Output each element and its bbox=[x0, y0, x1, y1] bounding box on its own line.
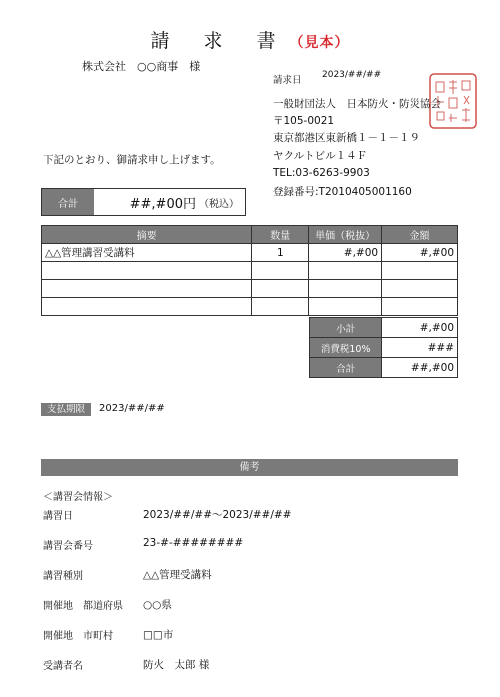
items-table bbox=[41, 225, 458, 316]
issue-date-value: 2023/##/## bbox=[322, 70, 382, 80]
issuer-line: 〒105-0021 bbox=[273, 115, 335, 128]
col-header-description: 摘要 bbox=[42, 226, 252, 244]
remarks-value: △△管理受講料 bbox=[143, 569, 212, 581]
table-row bbox=[42, 298, 458, 316]
remarks-label: 講習種別 bbox=[43, 571, 83, 582]
sample-mark: （見本） bbox=[289, 35, 350, 51]
title-text: 請 求 書 bbox=[150, 30, 290, 52]
summary-table bbox=[309, 317, 458, 378]
remarks-value: 23-#-######## bbox=[143, 537, 244, 549]
items-header-row bbox=[42, 226, 458, 244]
subtotal-label: 小計 bbox=[310, 318, 382, 338]
item-unit-price bbox=[309, 280, 382, 298]
remarks-value: 防火 太郎 様 bbox=[143, 659, 210, 671]
item-amount bbox=[382, 298, 458, 316]
total-amount: ##,#00円 bbox=[129, 196, 196, 212]
remarks-label: 受講者名 bbox=[43, 661, 83, 672]
summary-row bbox=[310, 358, 458, 378]
item-quantity bbox=[252, 298, 309, 316]
item-description bbox=[42, 262, 252, 280]
payment-deadline-label: 支払期限 bbox=[41, 403, 91, 416]
issue-date-label: 請求日 bbox=[273, 75, 302, 86]
recipient-name: 株式会社 ○○商事 様 bbox=[82, 60, 201, 73]
remarks-label: 講習日 bbox=[43, 511, 73, 522]
col-header-amount: 金額 bbox=[382, 226, 458, 244]
item-quantity bbox=[252, 280, 309, 298]
subtotal-value: #,#00 bbox=[382, 318, 458, 338]
issuer-line: 登録番号:T2010405001160 bbox=[273, 186, 412, 199]
tax-label: 消費税10% bbox=[310, 338, 382, 358]
tax-value: ### bbox=[382, 338, 458, 358]
payment-deadline-value: 2023/##/## bbox=[99, 403, 165, 414]
issuer-line: 東京都港区東新橋１－１－１９ bbox=[273, 132, 420, 145]
remarks-label: 講習会番号 bbox=[43, 541, 93, 552]
table-row bbox=[42, 280, 458, 298]
issuer-line: TEL:03-6263-9903 bbox=[273, 166, 370, 179]
item-description: △△管理講習受講料 bbox=[42, 244, 252, 262]
issuer-block bbox=[273, 96, 441, 201]
grand-total-value: ##,#00 bbox=[382, 358, 458, 378]
remarks-heading: ＜講習会情報＞ bbox=[43, 492, 113, 503]
tax-note: （税込） bbox=[199, 198, 239, 210]
remarks-label: 開催地 市町村 bbox=[43, 631, 113, 642]
item-quantity: 1 bbox=[252, 244, 309, 262]
item-description bbox=[42, 298, 252, 316]
total-label: 合計 bbox=[42, 189, 94, 215]
grand-total-label: 合計 bbox=[310, 358, 382, 378]
summary-row bbox=[310, 318, 458, 338]
issuer-line: ヤクルトビル１４Ｆ bbox=[273, 149, 368, 162]
item-unit-price bbox=[309, 262, 382, 280]
remarks-header: 備考 bbox=[41, 459, 458, 476]
table-row bbox=[42, 244, 458, 262]
item-amount bbox=[382, 262, 458, 280]
remarks-label: 開催地 都道府県 bbox=[43, 601, 123, 612]
summary-row bbox=[310, 338, 458, 358]
item-unit-price bbox=[309, 298, 382, 316]
total-box bbox=[41, 188, 246, 216]
item-amount: #,#00 bbox=[382, 244, 458, 262]
remarks-value: 2023/##/##～2023/##/## bbox=[143, 509, 292, 521]
total-value bbox=[94, 189, 245, 215]
remarks-value: ○○県 bbox=[143, 599, 172, 611]
item-amount bbox=[382, 280, 458, 298]
issuer-line: 一般財団法人 日本防火・防災協会 bbox=[273, 98, 441, 110]
remarks-value: □□市 bbox=[143, 629, 174, 641]
table-row bbox=[42, 262, 458, 280]
item-description bbox=[42, 280, 252, 298]
document-title bbox=[0, 26, 500, 53]
item-unit-price: #,#00 bbox=[309, 244, 382, 262]
intro-text: 下記のとおり、御請求申し上げます。 bbox=[43, 154, 221, 166]
col-header-quantity: 数量 bbox=[252, 226, 309, 244]
item-quantity bbox=[252, 262, 309, 280]
col-header-unit-price: 単価（税抜） bbox=[309, 226, 382, 244]
